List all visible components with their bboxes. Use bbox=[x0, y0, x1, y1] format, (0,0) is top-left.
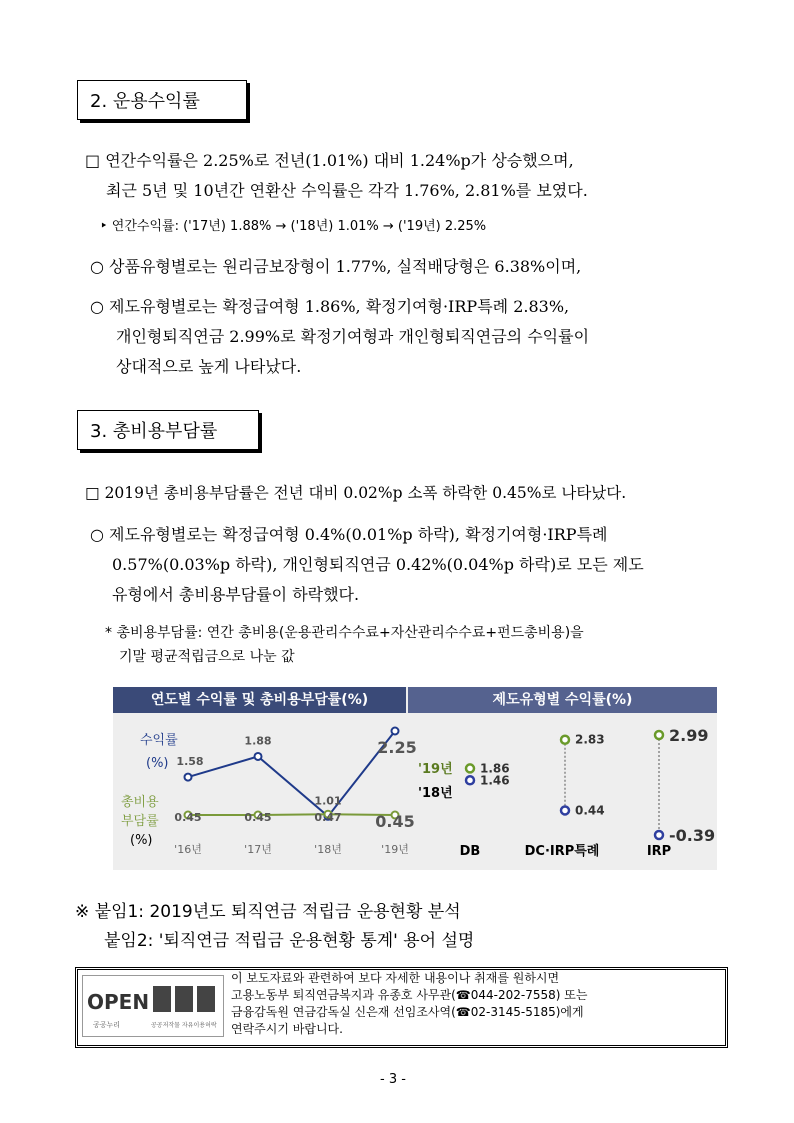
x-tick-label: '16년 bbox=[174, 843, 202, 856]
open-label: OPEN bbox=[87, 990, 150, 1014]
chart-2-title: 제도유형별 수익률(%) bbox=[408, 687, 717, 713]
contact-line-3: 금융감독원 연금감독실 신은재 선임조사역(☎02-3145-5185)에게 bbox=[231, 1005, 584, 1019]
section-title-cost: 3. 총비용부담률 bbox=[77, 410, 259, 450]
return-point bbox=[185, 774, 192, 781]
cost-axis-label-2: 부담률 bbox=[121, 814, 159, 829]
category-label: DC·IRP특례 bbox=[524, 844, 600, 859]
label-2018: 1.46 bbox=[480, 773, 510, 788]
page-number: - 3 - bbox=[380, 1072, 406, 1087]
label-2018: 0.44 bbox=[575, 803, 605, 818]
attachment-line-2: 붙임2: '퇴직연금 적립금 운용현황 통계' 용어 설명 bbox=[104, 931, 475, 951]
cost-series-line bbox=[188, 814, 395, 815]
return-axis-label: 수익률 bbox=[140, 733, 178, 748]
return-data-label: 1.88 bbox=[244, 734, 272, 748]
label-2019: 2.83 bbox=[575, 732, 605, 747]
return-axis-unit: (%) bbox=[146, 756, 169, 771]
x-tick-label: '17년 bbox=[244, 843, 272, 856]
returns-para-2: ○ 상품유형별로는 원리금보장형이 1.77%, 실적배당형은 6.38%이며, bbox=[90, 257, 582, 276]
returns-para-1-line-2: 최근 5년 및 10년간 연환산 수익률은 각각 1.76%, 2.81%를 보였다. bbox=[106, 181, 588, 200]
returns-para-1-line-1: □ 연간수익률은 2.25%로 전년(1.01%) 대비 1.24%p가 상승했으며, bbox=[85, 151, 574, 170]
return-data-label: 1.58 bbox=[176, 755, 204, 769]
cost-para-2-line-2: 0.57%(0.03%p 하락), 개인형퇴직연금 0.42%(0.04%p 하락)로 모든 제도 bbox=[112, 555, 644, 574]
cost-axis-unit: (%) bbox=[130, 833, 153, 848]
returns-para-3-line-1: ○ 제도유형별로는 확정급여형 1.86%, 확정기여형·IRP특례 2.83%, bbox=[90, 297, 570, 316]
label-2019: 2.99 bbox=[669, 726, 709, 745]
return-point bbox=[255, 753, 262, 760]
chart-svg bbox=[113, 713, 717, 870]
return-point bbox=[392, 728, 399, 735]
point-2019 bbox=[466, 764, 474, 772]
open-sub-label-2: 공공저작물 자유이용허락 bbox=[151, 1022, 217, 1029]
legend-2019: '19년 bbox=[418, 762, 453, 777]
point-2019 bbox=[655, 731, 663, 739]
cost-axis-label-1: 총비용 bbox=[121, 795, 159, 810]
contact-line-1: 이 보도자료와 관련하여 보다 자세한 내용이나 취재를 원하시면 bbox=[231, 971, 560, 985]
contact-box bbox=[75, 967, 728, 1048]
return-data-label: 2.25 bbox=[377, 738, 417, 757]
label-2019: 1.86 bbox=[480, 761, 510, 776]
cost-data-label: 0.45 bbox=[244, 811, 272, 824]
contact-line-4: 연락주시기 바랍니다. bbox=[231, 1022, 343, 1036]
non-commercial-icon bbox=[175, 986, 193, 1012]
point-2018 bbox=[466, 776, 474, 784]
label-2018: -0.39 bbox=[669, 826, 716, 845]
open-license-logo bbox=[82, 975, 224, 1037]
cost-data-label: 0.45 bbox=[174, 811, 202, 824]
point-2019 bbox=[561, 736, 569, 744]
no-derivatives-icon bbox=[197, 986, 215, 1012]
category-label: IRP bbox=[646, 844, 672, 859]
x-tick-label: '19년 bbox=[381, 843, 409, 856]
cost-para-2-line-1: ○ 제도유형별로는 확정급여형 0.4%(0.01%p 하락), 확정기여형·IRP특례 bbox=[90, 525, 608, 544]
point-2018 bbox=[655, 831, 663, 839]
cost-para-2-line-3: 유형에서 총비용부담률이 하락했다. bbox=[112, 585, 360, 604]
cost-note-line-1: * 총비용부담률: 연간 총비용(운용관리수수료+자산관리수수료+펀드총비용)을 bbox=[105, 625, 584, 641]
cost-para-1: □ 2019년 총비용부담률은 전년 대비 0.02%p 소폭 하락한 0.45%로 나타났다. bbox=[85, 484, 627, 502]
point-2018 bbox=[561, 806, 569, 814]
returns-note: ‣ 연간수익률: ('17년) 1.88% → ('18년) 1.01% → ('19년) 2.25% bbox=[100, 219, 487, 234]
x-tick-label: '18년 bbox=[314, 843, 342, 856]
return-data-label: 1.01 bbox=[314, 794, 342, 808]
returns-para-3-line-2: 개인형퇴직연금 2.99%로 확정기여형과 개인형퇴직연금의 수익률이 bbox=[116, 327, 590, 346]
cost-note-line-2: 기말 평균적립금으로 나눈 값 bbox=[119, 649, 295, 665]
attachment-line-1: ※ 붙임1: 2019년도 퇴직연금 적립금 운용현황 분석 bbox=[75, 902, 461, 922]
chart-1-title: 연도별 수익률 및 총비용부담률(%) bbox=[113, 687, 406, 713]
category-label: DB bbox=[459, 844, 481, 859]
legend-2018: '18년 bbox=[418, 786, 453, 801]
attribution-icon bbox=[153, 986, 171, 1012]
return-series-line bbox=[188, 731, 395, 816]
section-title-returns: 2. 운용수익률 bbox=[77, 80, 247, 120]
cost-data-label: 0.45 bbox=[375, 812, 415, 831]
chart-2-plot bbox=[418, 726, 715, 859]
contact-line-2: 고용노동부 퇴직연금복지과 유종호 사무관(☎044-202-7558) 또는 bbox=[231, 988, 588, 1002]
open-sub-label: 공공누리 bbox=[93, 1021, 121, 1029]
chart-panel bbox=[113, 687, 717, 870]
chart-1-plot bbox=[121, 728, 417, 857]
cost-data-label: 0.47 bbox=[314, 811, 342, 824]
returns-para-3-line-3: 상대적으로 높게 나타났다. bbox=[116, 357, 302, 376]
